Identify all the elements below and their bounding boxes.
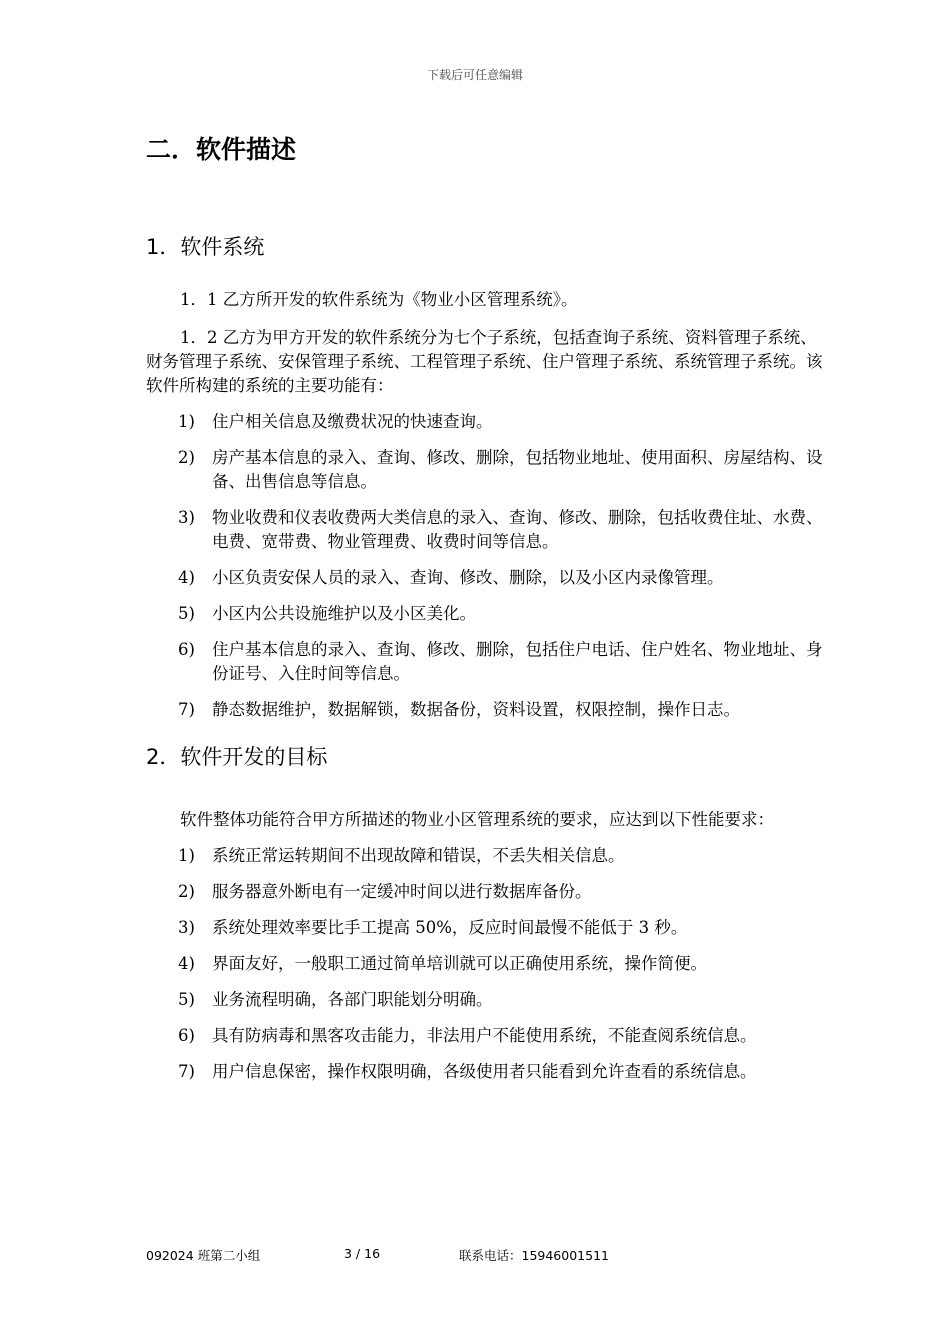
section1-heading: 1．软件系统 — [146, 235, 265, 259]
footer-page-number: 3 / 16 — [344, 1246, 381, 1261]
list-item-number: 5) — [178, 990, 195, 1009]
section1-paragraph-2: 1．2 乙方为甲方开发的软件系统分为七个子系统，包括查询子系统、资料管理子系统、财务管理子系统、安保管理子系统、工程管理子系统、住户管理子系统、系统管理子系统。该软件所构建的系统的主要功能有： — [146, 328, 823, 395]
section1-feature-list — [146, 410, 826, 722]
list-item-number: 5) — [178, 604, 195, 623]
list-item-number: 4) — [178, 954, 195, 973]
list-item-text: 系统处理效率要比手工提高 50%，反应时间最慢不能低于 3 秒。 — [212, 918, 688, 937]
list-item — [146, 916, 826, 940]
page-title: 二．软件描述 — [146, 135, 297, 164]
list-item-text: 小区内公共设施维护以及小区美化。 — [212, 604, 476, 623]
list-item — [146, 952, 826, 976]
list-item-number: 6) — [178, 640, 195, 659]
list-item — [146, 988, 826, 1012]
list-item — [146, 1060, 826, 1084]
list-item-number: 1) — [178, 846, 195, 865]
list-item-text: 小区负责安保人员的录入、查询、修改、删除，以及小区内录像管理。 — [212, 568, 724, 587]
list-item — [146, 880, 826, 904]
footer-group: 092024 班第二小组 — [146, 1248, 261, 1263]
list-item — [146, 1024, 826, 1048]
list-item-text: 用户信息保密，操作权限明确，各级使用者只能看到允许查看的系统信息。 — [212, 1062, 757, 1081]
list-item-number: 2) — [178, 448, 195, 467]
list-item — [146, 844, 826, 868]
section2-intro: 软件整体功能符合甲方所描述的物业小区管理系统的要求，应达到以下性能要求： — [180, 810, 774, 829]
list-item-number: 7) — [178, 700, 195, 719]
list-item-text: 房产基本信息的录入、查询、修改、删除，包括物业地址、使用面积、房屋结构、设备、出售信息等信息。 — [212, 448, 823, 491]
document-body — [146, 130, 826, 1096]
list-item — [146, 698, 826, 722]
list-item — [146, 410, 826, 434]
list-item-text: 住户基本信息的录入、查询、修改、删除，包括住户电话、住户姓名、物业地址、身份证号、入住时间等信息。 — [212, 640, 823, 683]
list-item-text: 具有防病毒和黑客攻击能力，非法用户不能使用系统，不能查阅系统信息。 — [212, 1026, 757, 1045]
list-item — [146, 506, 826, 554]
list-item — [146, 602, 826, 626]
list-item-number: 1) — [178, 412, 195, 431]
list-item-text: 住户相关信息及缴费状况的快速查询。 — [212, 412, 493, 431]
list-item-number: 3) — [178, 918, 195, 937]
list-item-text: 界面友好，一般职工通过简单培训就可以正确使用系统，操作简便。 — [212, 954, 707, 973]
list-item-text: 静态数据维护，数据解锁，数据备份，资料设置，权限控制，操作日志。 — [212, 700, 740, 719]
list-item-number: 6) — [178, 1026, 195, 1045]
list-item-text: 业务流程明确，各部门职能划分明确。 — [212, 990, 493, 1009]
page-header: 下载后可任意编辑 — [426, 68, 523, 82]
list-item-number: 2) — [178, 882, 195, 901]
list-item-text: 系统正常运转期间不出现故障和错误，不丢失相关信息。 — [212, 846, 625, 865]
footer-contact: 联系电话：15946001511 — [459, 1248, 609, 1263]
section2-requirement-list — [146, 844, 826, 1084]
section2-heading: 2．软件开发的目标 — [146, 745, 328, 769]
list-item — [146, 446, 826, 494]
section1-paragraph-1: 1．1 乙方所开发的软件系统为《物业小区管理系统》。 — [180, 290, 578, 309]
list-item-number: 3) — [178, 508, 195, 527]
list-item-text: 物业收费和仪表收费两大类信息的录入、查询、修改、删除，包括收费住址、水费、电费、宽带费、物业管理费、收费时间等信息。 — [212, 508, 823, 551]
list-item-number: 7) — [178, 1062, 195, 1081]
list-item-number: 4) — [178, 568, 195, 587]
list-item — [146, 566, 826, 590]
list-item-text: 服务器意外断电有一定缓冲时间以进行数据库备份。 — [212, 882, 592, 901]
list-item — [146, 638, 826, 686]
